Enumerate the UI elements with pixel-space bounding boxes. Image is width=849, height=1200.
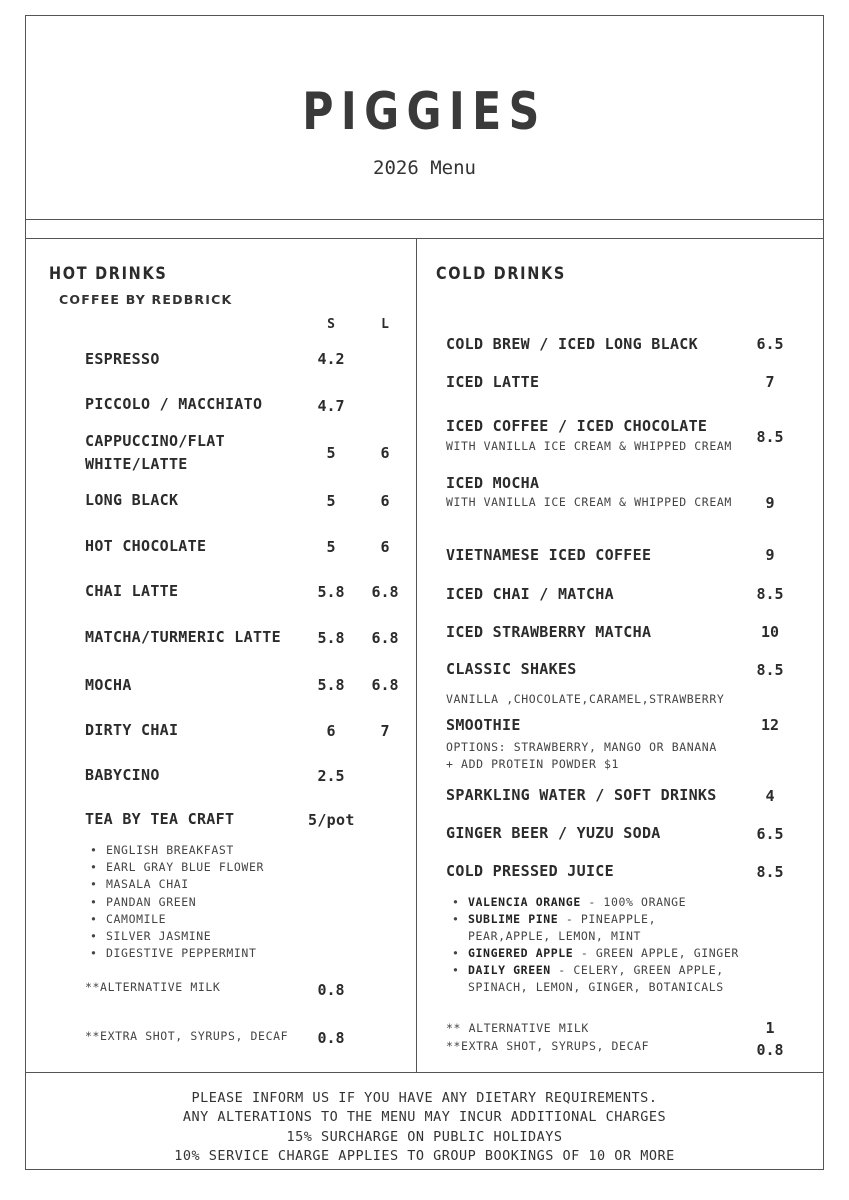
cold-item-name: ICED STRAWBERRY MATCHA (446, 623, 652, 641)
hot-drinks-heading: HOT DRINKS (49, 264, 168, 284)
cold-item-name: ICED COFFEE / ICED CHOCOLATE (446, 417, 708, 435)
juice-item (448, 945, 739, 962)
hot-extra-label: **ALTERNATIVE MILK (85, 980, 221, 994)
cold-item-name: ICED MOCHA (446, 474, 540, 492)
size-small-header: S (327, 317, 335, 332)
cold-item-price: 4 (765, 787, 775, 805)
juice-desc: - CELERY, GREEN APPLE, (550, 963, 724, 977)
tea-variety: • EARL GRAY BLUE FLOWER (86, 859, 264, 876)
hot-item-price-small: 5.8 (317, 629, 345, 647)
cold-item-note: WITH VANILLA ICE CREAM & WHIPPED CREAM (446, 439, 732, 453)
cold-item-price: 8.5 (756, 428, 784, 446)
juice-desc-cont: PEAR,APPLE, LEMON, MINT (468, 929, 642, 943)
juice-item (448, 962, 739, 979)
hot-item-name: HOT CHOCOLATE (85, 537, 207, 555)
menu-subtitle: 2026 Menu (373, 157, 476, 179)
hot-item-price-large: 7 (380, 722, 390, 740)
cold-item-price: 8.5 (756, 661, 784, 679)
juice-name: VALENCIA ORANGE (468, 895, 581, 909)
cold-item-name: COLD PRESSED JUICE (446, 862, 614, 880)
footer-line: ANY ALTERATIONS TO THE MENU MAY INCUR ADDITIONAL CHARGES (182, 1109, 667, 1126)
juice-item (448, 894, 739, 911)
juice-desc: - PINEAPPLE, (558, 912, 657, 926)
column-divider (416, 238, 417, 1072)
hot-item-price-large: 6 (380, 492, 390, 510)
tea-variety: • SILVER JASMINE (86, 928, 264, 945)
tea-variety: • PANDAN GREEN (86, 894, 264, 911)
cold-item-price: 9 (765, 494, 775, 512)
juice-name: GINGERED APPLE (468, 946, 574, 960)
cold-extra-label: ** ALTERNATIVE MILK (446, 1021, 589, 1035)
hot-item-price-small: 6 (326, 722, 336, 740)
hot-item-price-small: 5 (326, 538, 336, 556)
juice-desc: - GREEN APPLE, GINGER (573, 946, 739, 960)
cold-item-name: VIETNAMESE ICED COFFEE (446, 546, 652, 564)
cold-item-name: ICED LATTE (446, 373, 540, 391)
cold-item-name: COLD BREW / ICED LONG BLACK (446, 335, 698, 353)
tea-variety: • CAMOMILE (86, 911, 264, 928)
tea-price: 5/pot (308, 811, 355, 829)
cold-extra-price: 0.8 (756, 1041, 784, 1059)
cold-item-note: WITH VANILLA ICE CREAM & WHIPPED CREAM (446, 495, 732, 509)
juice-desc-cont: SPINACH, LEMON, GINGER, BOTANICALS (468, 980, 724, 994)
juice-name: SUBLIME PINE (468, 912, 559, 926)
cold-item-name: CLASSIC SHAKES (446, 660, 577, 678)
hot-item-price-large: 6.8 (371, 583, 399, 601)
cold-item-price: 6.5 (756, 335, 784, 353)
size-large-header: L (381, 317, 389, 332)
hot-extra-price: 0.8 (317, 981, 345, 999)
juice-item (448, 911, 739, 928)
hot-item-price-small: 5 (326, 444, 336, 462)
hot-item-price-small: 4.7 (317, 397, 345, 415)
cold-item-note: OPTIONS: STRAWBERRY, MANGO OR BANANA (446, 740, 717, 754)
footer-line: 15% SURCHARGE ON PUBLIC HOLIDAYS (286, 1128, 563, 1145)
hot-extra-price: 0.8 (317, 1029, 345, 1047)
hot-item-price-small: 4.2 (317, 350, 345, 368)
cold-item-price: 12 (760, 716, 780, 734)
cold-item-price: 8.5 (756, 585, 784, 603)
juice-name: DAILY GREEN (468, 963, 551, 977)
cold-item-note: VANILLA ,CHOCOLATE,CARAMEL,STRAWBERRY (446, 692, 725, 706)
footer-notice (0, 1089, 849, 1166)
hot-item-price-large: 6 (380, 538, 390, 556)
hot-item-name: ESPRESSO (85, 350, 160, 368)
menu-title: PIGGIES (302, 82, 547, 142)
footer-line: 10% SERVICE CHARGE APPLIES TO GROUP BOOKINGS OF 10 OR MORE (174, 1147, 675, 1164)
hot-item-price-small: 5.8 (317, 676, 345, 694)
cold-item-name: ICED CHAI / MATCHA (446, 585, 614, 603)
footer-line: PLEASE INFORM US IF YOU HAVE ANY DIETARY REQUIREMENTS. (191, 1090, 658, 1106)
footer-divider (25, 1072, 824, 1073)
tea-heading: TEA BY TEA CRAFT (85, 810, 235, 828)
cold-item-name: SMOOTHIE (446, 716, 521, 734)
cold-extra-price: 1 (765, 1019, 775, 1037)
header-divider (25, 219, 824, 220)
hot-item-price-small: 2.5 (317, 767, 345, 785)
hot-item-name-cont: WHITE/LATTE (85, 455, 188, 473)
hot-item-name: BABYCINO (85, 766, 160, 784)
cold-item-note: + ADD PROTEIN POWDER $1 (446, 757, 620, 771)
tea-variety: • DIGESTIVE PEPPERMINT (86, 945, 264, 962)
hot-item-name: MATCHA/TURMERIC LATTE (85, 628, 281, 646)
hot-item-name: LONG BLACK (85, 491, 179, 509)
hot-item-price-large: 6.8 (371, 676, 399, 694)
tea-varieties-list (86, 842, 264, 962)
hot-drinks-subheading: COFFEE BY REDBRICK (59, 292, 233, 307)
tea-variety: • MASALA CHAI (86, 876, 264, 893)
hot-item-name: CAPPUCCINO/FLAT (85, 432, 225, 450)
hot-item-price-small: 5.8 (317, 583, 345, 601)
hot-item-price-small: 5 (326, 492, 336, 510)
cold-item-price: 7 (765, 373, 775, 391)
hot-item-name: CHAI LATTE (85, 582, 179, 600)
cold-item-name: SPARKLING WATER / SOFT DRINKS (446, 786, 717, 804)
hot-item-name: PICCOLO / MACCHIATO (85, 395, 263, 413)
header-divider-lower (25, 238, 824, 239)
cold-drinks-heading: COLD DRINKS (436, 264, 567, 284)
cold-item-price: 9 (765, 546, 775, 564)
tea-variety: • ENGLISH BREAKFAST (86, 842, 264, 859)
hot-item-name: DIRTY CHAI (85, 721, 179, 739)
juice-desc: - 100% ORANGE (580, 895, 687, 909)
cold-item-price: 8.5 (756, 863, 784, 881)
hot-item-price-large: 6.8 (371, 629, 399, 647)
cold-item-name: GINGER BEER / YUZU SODA (446, 824, 661, 842)
hot-item-name: MOCHA (85, 676, 132, 694)
cold-item-price: 10 (760, 623, 780, 641)
cold-item-price: 6.5 (756, 825, 784, 843)
juice-list (448, 894, 739, 996)
hot-extra-label: **EXTRA SHOT, SYRUPS, DECAF (85, 1029, 289, 1043)
hot-item-price-large: 6 (380, 444, 390, 462)
cold-extra-label: **EXTRA SHOT, SYRUPS, DECAF (446, 1039, 650, 1053)
